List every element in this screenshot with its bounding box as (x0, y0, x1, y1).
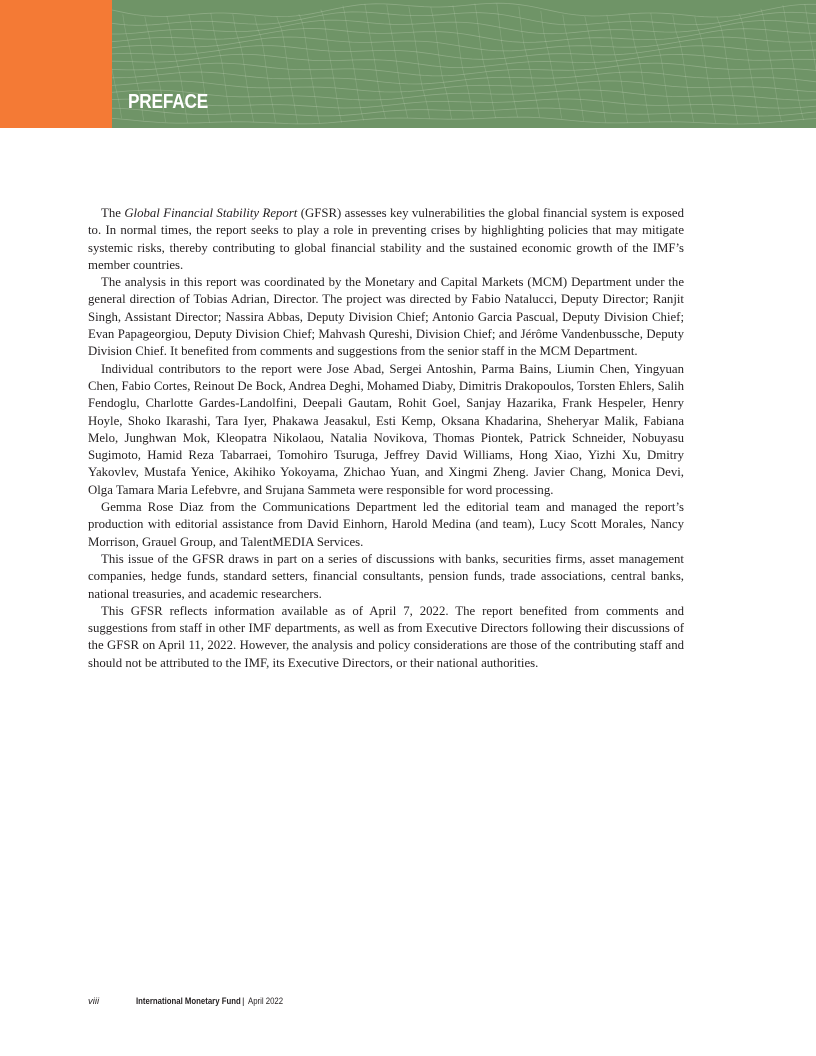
texture-contour-line (112, 46, 816, 60)
paragraph-information-date: This GFSR reflects information available as of April 7, 2022. The report benefited from comments and suggestions from staff in other IMF departments, as well as from Executive Directors following their discussions of the GFSR on April 11, 2022. However, the analysis and policy considerations are those of the contributing staff and should not be attributed to the IMF, its Executive Directors, or their national authorities. (88, 603, 684, 670)
orange-accent-block (0, 0, 112, 128)
texture-contour-line (112, 12, 816, 25)
texture-mesh-line (321, 10, 342, 123)
texture-mesh-line (299, 14, 320, 124)
texture-mesh-line (475, 4, 496, 119)
texture-mesh-line (365, 4, 386, 119)
header-banner (0, 0, 816, 128)
texture-mesh-line (739, 13, 760, 123)
wireframe-landscape-texture (112, 0, 816, 128)
report-title-italic: Global Financial Stability Report (124, 206, 298, 220)
texture-mesh-line (497, 4, 518, 118)
footer-organization: International Monetary Fund (136, 996, 241, 1007)
page-title: PREFACE (128, 91, 209, 113)
preface-body (88, 205, 684, 672)
page-number: viii (88, 996, 100, 1007)
texture-contour-line (112, 108, 816, 116)
texture-mesh-line (112, 10, 122, 118)
texture-mesh-line (343, 6, 364, 121)
texture-contour-line (112, 81, 816, 92)
texture-contour-line (112, 3, 816, 17)
paragraph-editorial: Gemma Rose Diaz from the Communications Department led the editorial team and managed the report’s production with editorial assistance from David Einhorn, Harold Medina (and team), Lucy Scott Morales, Nancy Morrison, Grauel Group, and TalentMEDIA Services. (88, 500, 684, 549)
texture-mesh-line (717, 17, 738, 124)
texture-mesh-line (563, 15, 584, 121)
texture-mesh-line (607, 15, 628, 123)
texture-contour-line (112, 99, 816, 108)
texture-mesh-line (541, 11, 562, 119)
texture-mesh-line (805, 4, 816, 118)
texture-mesh-line (431, 7, 452, 119)
paragraph-contributors: Individual contributors to the report were Jose Abad, Sergei Antoshin, Parma Bains, Liumin Chen, Yingyuan Chen, Fabio Cortes, Reinout De Bock, Andrea Deghi, Mohamed Diaby, Dimitris Drakopoulos, Torsten Ehlers, Salih Fendoglu, Charlotte Gardes-Landolfini, Deepali Gautam, Rohit Goel, Sanjay Hazarika, Frank Hespeler, Henry Hoyle, Shoko Ikarashi, Tara Iyer, Phakawa Jeasakul, Esti Kemp, Oksana Khadarina, Sheheryar Malik, Fabiana Melo, Junghwan Mok, Kleopatra Nikolaou, Natalia Novikova, Thomas Piontek, Patrick Schneider, Nobuyasu Sugimoto, Hamid Reza Tabarraei, Tomohiro Tsuruga, Jeffrey David Williams, Hong Xiao, Yizhi Xu, Dmitry Yakovlev, Mustafa Yenice, Akihiko Yokoyama, Zhichao Yuan, and Xingmi Zheng. Javier Chang, Monica Devi, Olga Tamara Maria Lefebvre, and Srujana Sammeta were responsible for word processing. (88, 361, 684, 497)
paragraph-discussions: This issue of the GFSR draws in part on a series of discussions with banks, securities firms, asset management companies, hedge funds, standard setters, financial consultants, pension funds, trade associations, central banks, national treasuries, and academic researchers. (88, 551, 684, 601)
paragraph-coordination: The analysis in this report was coordinated by the Monetary and Capital Markets (MCM) Department under the general direction of Tobias Adrian, Director. The project was directed by Fabio Natalucci, Deputy Director; Ranjit Singh, Assistant Director; Nassira Abbas, Deputy Division Chief; Antonio Garcia Pascual, Deputy Division Chief; Evan Papageorgiou, Deputy Division Chief; Mahvash Qureshi, Division Chief; and Jérôme Vandenbussche, Deputy Division Chief. It benefited from comments and suggestions from the senior staff in the MCM Department. (88, 275, 684, 359)
texture-mesh-line (629, 13, 650, 122)
texture-mesh-line (277, 17, 298, 124)
paragraph-intro: The Global Financial Stability Report (GFSR) assesses key vulnerabilities the global financial system is exposed to. In normal times, the report seeks to play a role in preventing crises by highlighting policies that may mitigate systemic risks, thereby contributing to global financial stability and the sustained economic growth of the IMF’s member countries. (88, 206, 684, 272)
footer-separator: | (242, 996, 245, 1007)
footer-date: April 2022 (248, 996, 284, 1007)
texture-mesh-line (761, 9, 782, 122)
texture-contour-line (112, 54, 816, 67)
texture-contour-line (112, 117, 816, 124)
